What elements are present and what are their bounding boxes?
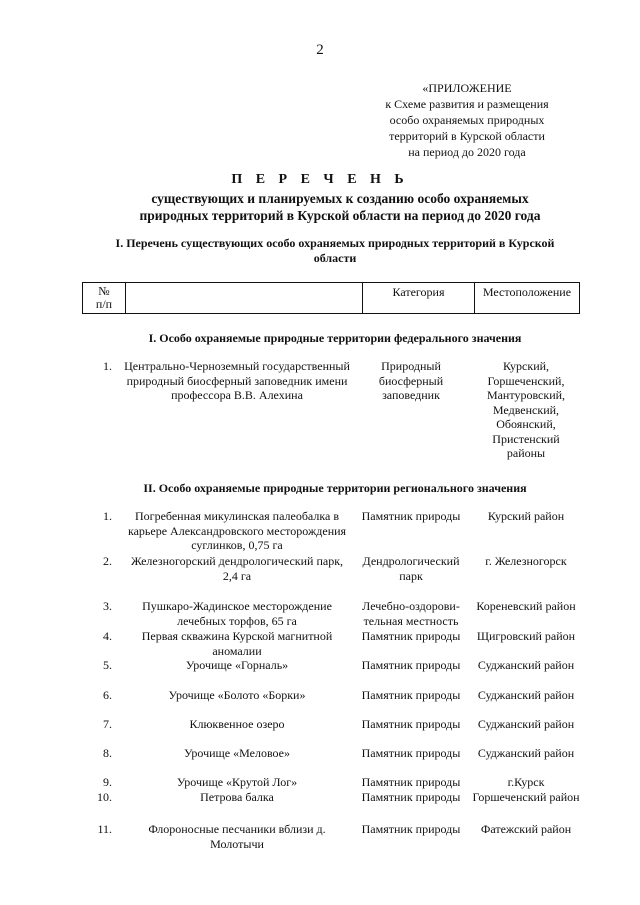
header-category-cell: Категория	[363, 283, 475, 314]
appendix-line: «ПРИЛОЖЕНИЕ	[422, 81, 512, 95]
row-location: Суджанский район	[477, 688, 575, 702]
row-number: 5.	[103, 658, 112, 672]
table-header	[82, 282, 580, 314]
row-location: Кореневский район	[476, 599, 576, 613]
appendix-line: особо охраняемых природных	[389, 113, 545, 127]
row-number: 1.	[103, 509, 112, 523]
row-name: Урочище «Крутой Лог»	[176, 775, 298, 789]
row-category: Дендрологический парк	[362, 554, 460, 583]
row-category: Лечебно-оздорови-тельная местность	[362, 599, 460, 628]
row-name: Пушкаро-Жадинское месторождение лечебных торфов, 65 га	[142, 599, 332, 628]
appendix-line: на период до 2020 года	[408, 145, 526, 159]
part-heading	[90, 236, 580, 266]
part-heading-line: области	[313, 251, 357, 265]
header-num-symbol: №	[98, 284, 110, 298]
row-category: Памятник природы	[361, 717, 461, 731]
row-category: Памятник природы	[361, 746, 461, 760]
header-location-cell: Местоположение	[475, 283, 580, 314]
row-number: 11.	[97, 822, 112, 836]
row-location: Горшеченский район	[472, 790, 580, 804]
row-name: Флороносные песчаники вблизи д. Молотычи	[148, 822, 326, 851]
header-num-cell	[83, 283, 126, 314]
row-location: Курский, Горшеченский, Мантуровский, Медвенский, Обоянский, Пристенский районы	[486, 359, 566, 460]
row-name: Центрально-Черноземный государственный природный биосферный заповедник имени профессора В.В. Алехина	[124, 359, 350, 402]
row-name: Клюквенное озеро	[189, 717, 285, 731]
row-category: Памятник природы	[361, 790, 461, 804]
subtitle-line: природных территорий в Курской области на период до 2020 года	[139, 208, 541, 223]
row-number: 3.	[103, 599, 112, 613]
row-number: 10.	[97, 790, 112, 804]
part-heading-line: I. Перечень существующих особо охраняемых природных территорий в Курской	[115, 236, 555, 250]
document-subtitle	[70, 190, 610, 224]
row-number: 8.	[103, 746, 112, 760]
row-category: Природный биосферный заповедник	[378, 359, 444, 402]
section-heading-regional: II. Особо охраняемые природные территории регионального значения	[143, 481, 527, 495]
row-number: 6.	[103, 688, 112, 702]
row-location: г. Железногорск	[485, 554, 567, 568]
row-category: Памятник природы	[361, 509, 461, 523]
row-name: Урочище «Болото «Борки»	[168, 688, 306, 702]
row-name: Петрова балка	[200, 790, 274, 804]
row-location: Щигровский район	[476, 629, 576, 643]
document-title: П Е Р Е Ч Е Н Ь	[231, 172, 409, 187]
row-category: Памятник природы	[361, 822, 461, 836]
row-name: Погребенная микулинская палеобалка в карьере Александровского месторождения суглинков, 0,75 га	[127, 509, 347, 552]
row-name: Урочище «Меловое»	[183, 746, 291, 760]
row-location: Суджанский район	[477, 746, 575, 760]
row-name: Железногорский дендрологический парк, 2,4 га	[130, 554, 344, 583]
appendix-block	[352, 80, 582, 160]
row-name: Первая скважина Курской магнитной аномалии	[141, 629, 333, 658]
row-number: 2.	[103, 554, 112, 568]
row-location: Суджанский район	[477, 717, 575, 731]
header-name-cell	[126, 283, 363, 314]
page-number: 2	[316, 42, 324, 58]
row-number: 4.	[103, 629, 112, 643]
row-category: Памятник природы	[361, 658, 461, 672]
row-number: 9.	[103, 775, 112, 789]
row-category: Памятник природы	[361, 688, 461, 702]
row-category: Памятник природы	[361, 775, 461, 789]
header-num-abbrev: п/п	[95, 297, 113, 311]
appendix-line: к Схеме развития и размещения	[385, 97, 549, 111]
row-location: г.Курск	[507, 775, 545, 789]
row-location: Курский район	[487, 509, 565, 523]
row-category: Памятник природы	[361, 629, 461, 643]
row-number: 1.	[103, 359, 112, 373]
row-number: 7.	[103, 717, 112, 731]
row-location: Суджанский район	[477, 658, 575, 672]
subtitle-line: существующих и планируемых к созданию особо охраняемых	[151, 191, 529, 206]
row-location: Фатежский район	[480, 822, 572, 836]
appendix-line: территорий в Курской области	[389, 129, 545, 143]
section-heading-federal: I. Особо охраняемые природные территории федерального значения	[148, 331, 522, 345]
row-name: Урочище «Горналь»	[185, 658, 289, 672]
table-header-row	[83, 283, 580, 314]
